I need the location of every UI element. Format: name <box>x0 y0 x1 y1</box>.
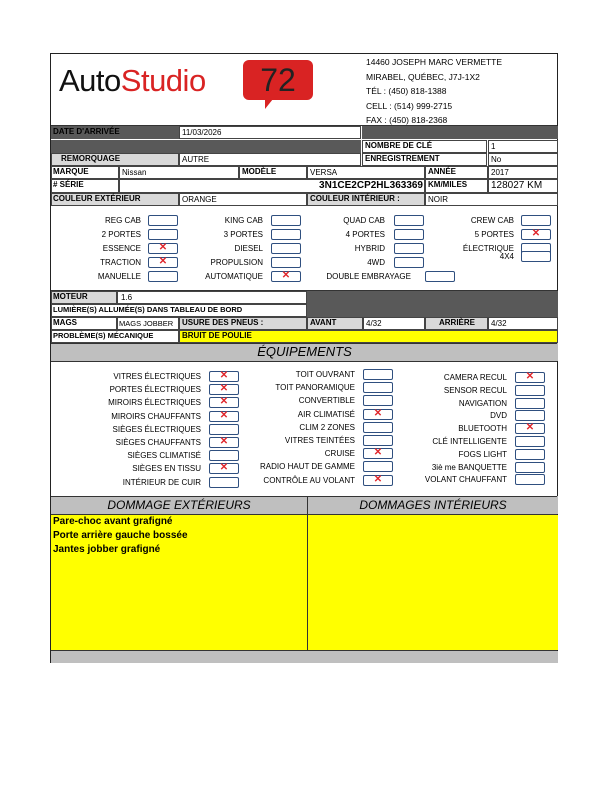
year-label: ANNÉE <box>428 167 457 176</box>
checkbox-vitres-teintees[interactable] <box>363 435 393 446</box>
checkbox-3ie-me-banquette[interactable] <box>515 462 545 473</box>
mags-value: MAGS JOBBER <box>119 319 174 328</box>
front-tire-label: AVANT <box>310 318 337 327</box>
arrival-date-label: DATE D'ARRIVÉE <box>53 127 120 136</box>
checkbox-vitres-electriques[interactable] <box>209 371 239 382</box>
checkbox-toit-panoramique[interactable] <box>363 382 393 393</box>
x-mark-icon: ✕ <box>219 410 229 421</box>
checkbox-king-cab[interactable] <box>271 215 301 226</box>
logo-number: 72 <box>260 62 296 98</box>
checkbox-reg-cab[interactable] <box>148 215 178 226</box>
checkbox-sieges-chauffants[interactable] <box>209 437 239 448</box>
checkbox-label-essence: ESSENCE <box>102 244 141 253</box>
checkbox-fogs-light[interactable] <box>515 449 545 460</box>
checkbox-navigation[interactable] <box>515 398 545 409</box>
checkbox-label-4x4: 4X4 <box>499 252 514 261</box>
arrival-date-value: 11/03/2026 <box>182 128 222 137</box>
speech-bubble-icon <box>243 60 313 100</box>
checkbox-label-4-portes: 4 PORTES <box>345 230 385 239</box>
logo-auto: Auto <box>59 63 121 98</box>
x-mark-icon: ✕ <box>219 436 229 447</box>
int-color-label: COULEUR INTÉRIEUR : <box>310 194 400 203</box>
interior-damage-title: DOMMAGES INTÉRIEURS <box>359 498 507 512</box>
checkbox-sieges-en-tissu[interactable] <box>209 463 239 474</box>
exterior-damage-line: Porte arrière gauche bossée <box>53 530 188 541</box>
checkbox-label-miroirs-chauffants: MIROIRS CHAUFFANTS <box>111 412 201 421</box>
checkbox-interieur-de-cuir[interactable] <box>209 477 239 488</box>
logo <box>59 64 206 98</box>
checkbox-label-hybrid: HYBRID <box>354 244 385 253</box>
interior-damage-area[interactable] <box>308 515 558 650</box>
checkbox-2-portes[interactable] <box>148 229 178 240</box>
checkbox-4wd[interactable] <box>394 257 424 268</box>
inspection-form <box>50 53 558 663</box>
checkbox-label-convertible: CONVERTIBLE <box>298 396 355 405</box>
make-label: MARQUE <box>53 167 89 176</box>
logo-studio: Studio <box>120 63 206 98</box>
checkbox-cruise[interactable] <box>363 448 393 459</box>
x-mark-icon: ✕ <box>219 383 229 394</box>
km-label: KM/MILES <box>428 180 468 189</box>
checkbox-miroirs-chauffants[interactable] <box>209 411 239 422</box>
checkbox-label-quad-cab: QUAD CAB <box>343 216 385 225</box>
km-value: 128027 KM <box>491 180 543 191</box>
checkbox-label-electrique: ÉLECTRIQUE <box>462 244 514 253</box>
checkbox-camera-recul[interactable] <box>515 372 545 383</box>
checkbox-sieges-climatise[interactable] <box>209 450 239 461</box>
checkbox-propulsion[interactable] <box>271 257 301 268</box>
checkbox-label-navigation: NAVIGATION <box>458 399 507 408</box>
rear-tire-value: 4/32 <box>491 319 507 328</box>
checkbox-sensor-recul[interactable] <box>515 385 545 396</box>
checkbox-miroirs-electriques[interactable] <box>209 397 239 408</box>
x-mark-icon: ✕ <box>373 408 383 419</box>
checkbox-hybrid[interactable] <box>394 243 424 254</box>
mech-value: BRUIT DE POULIE <box>182 331 252 340</box>
checkbox-label-dvd: DVD <box>490 411 507 420</box>
lights-label: LUMIÈRE(S) ALLUMÉE(S) DANS TABLEAU DE BORD <box>53 305 243 314</box>
tires-label: USURE DES PNEUS : <box>182 318 264 327</box>
checkbox-label-miroirs-electriques: MIROIRS ÉLECTRIQUES <box>108 398 201 407</box>
checkbox-label-cle-intelligente: CLÉ INTELLIGENTE <box>432 437 507 446</box>
checkbox-label-vitres-electriques: VITRES ÉLECTRIQUES <box>113 372 201 381</box>
x-mark-icon: ✕ <box>158 256 168 267</box>
checkbox-label-sieges-climatise: SIÈGES CLIMATISÉ <box>127 451 201 460</box>
registration-label: ENREGISTREMENT <box>365 154 440 163</box>
checkbox-label-manuelle: MANUELLE <box>97 272 141 281</box>
mech-label: PROBLÈME(S) MÉCANIQUE <box>53 331 154 340</box>
checkbox-quad-cab[interactable] <box>394 215 424 226</box>
serial-value: 3N1CE2CP2HL363369 <box>319 180 423 191</box>
x-mark-icon: ✕ <box>525 371 535 382</box>
exterior-damage-line: Jantes jobber grafigné <box>53 544 161 555</box>
exterior-damage-line: Pare-choc avant grafigné <box>53 516 173 527</box>
checkbox-label-toit-ouvrant: TOIT OUVRANT <box>295 370 355 379</box>
checkbox-label-4wd: 4WD <box>367 258 385 267</box>
fax-line: FAX : (450) 818-2368 <box>366 115 448 125</box>
checkbox-label-double-embrayage: DOUBLE EMBRAYAGE <box>326 272 411 281</box>
model-label: MODÈLE <box>242 167 277 176</box>
checkbox-label-automatique: AUTOMATIQUE <box>205 272 263 281</box>
checkbox-label-air-climatise: AIR CLIMATISÉ <box>297 410 355 419</box>
checkbox-label-5-portes: 5 PORTES <box>474 230 514 239</box>
checkbox-convertible[interactable] <box>363 395 393 406</box>
x-mark-icon: ✕ <box>531 228 541 239</box>
checkbox-label-sieges-en-tissu: SIÈGES EN TISSU <box>132 464 201 473</box>
front-tire-value: 4/32 <box>366 319 382 328</box>
mags-label: MAGS <box>53 318 77 327</box>
x-mark-icon: ✕ <box>373 474 383 485</box>
checkbox-label-sieges-electriques: SIÈGES ÉLECTRIQUES <box>112 425 201 434</box>
checkbox-label-diesel: DIESEL <box>234 244 263 253</box>
motor-label: MOTEUR <box>53 292 88 301</box>
checkbox-3-portes[interactable] <box>271 229 301 240</box>
checkbox-label-bluetooth: BLUETOOTH <box>458 424 507 433</box>
checkbox-label-cruise: CRUISE <box>324 449 355 458</box>
checkbox-label-radio-haut-de-gamme: RADIO HAUT DE GAMME <box>260 462 355 471</box>
checkbox-label-camera-recul: CAMERA RECUL <box>443 373 507 382</box>
x-mark-icon: ✕ <box>219 396 229 407</box>
checkbox-double-embrayage[interactable] <box>425 271 455 282</box>
checkbox-label-sieges-chauffants: SIÈGES CHAUFFANTS <box>115 438 201 447</box>
address-line: MIRABEL, QUÉBEC, J7J-1X2 <box>366 71 480 82</box>
checkbox-5-portes[interactable] <box>521 229 551 240</box>
make-value: Nissan <box>122 168 147 177</box>
checkbox-diesel[interactable] <box>271 243 301 254</box>
checkbox-label-reg-cab: REG CAB <box>104 216 141 225</box>
checkbox-cle-intelligente[interactable] <box>515 436 545 447</box>
checkbox-label-volant-chauffant: VOLANT CHAUFFANT <box>424 475 507 484</box>
checkbox-4-portes[interactable] <box>394 229 424 240</box>
trailer-label: REMORQUAGE <box>61 154 121 163</box>
checkbox-automatique[interactable] <box>271 271 301 282</box>
int-color-value: NOIR <box>428 195 448 204</box>
checkbox-crew-cab[interactable] <box>521 215 551 226</box>
checkbox-label-crew-cab: CREW CAB <box>470 216 514 225</box>
checkbox-label-sensor-recul: SENSOR RECUL <box>443 386 507 395</box>
ext-color-label: COULEUR EXTÉRIEUR <box>53 194 141 203</box>
x-mark-icon: ✕ <box>525 422 535 433</box>
x-mark-icon: ✕ <box>219 370 229 381</box>
exterior-damage-title: DOMMAGE EXTÉRIEURS <box>107 498 251 512</box>
phone-line: TÉL : (450) 818-1388 <box>366 86 447 96</box>
checkbox-toit-ouvrant[interactable] <box>363 369 393 380</box>
checkbox-label-toit-panoramique: TOIT PANORAMIQUE <box>275 383 355 392</box>
checkbox-label-king-cab: KING CAB <box>224 216 263 225</box>
motor-value: 1.6 <box>121 293 133 302</box>
x-mark-icon: ✕ <box>219 462 229 473</box>
checkbox-sieges-electriques[interactable] <box>209 424 239 435</box>
x-mark-icon: ✕ <box>158 242 168 253</box>
checkbox-essence[interactable] <box>148 243 178 254</box>
checkbox-clim-2-zones[interactable] <box>363 422 393 433</box>
keys-label: NOMBRE DE CLÉ <box>365 141 433 150</box>
x-mark-icon: ✕ <box>281 270 291 281</box>
model-value: VERSA <box>310 168 338 177</box>
cell-line: CELL : (514) 999-2715 <box>366 100 453 111</box>
checkbox-label-traction: TRACTION <box>100 258 141 267</box>
address-line: 14460 JOSEPH MARC VERMETTE <box>366 57 503 67</box>
rear-tire-label: ARRIÈRE <box>439 318 476 327</box>
checkbox-label-3ie-me-banquette: 3iè me BANQUETTE <box>431 463 507 472</box>
checkbox-label-interieur-de-cuir: INTÉRIEUR DE CUIR <box>122 478 201 487</box>
checkbox-label-controle-au-volant: CONTRÔLE AU VOLANT <box>263 476 355 485</box>
equipment-title: ÉQUIPEMENTS <box>257 344 352 359</box>
checkbox-volant-chauffant[interactable] <box>515 474 545 485</box>
checkbox-air-climatise[interactable] <box>363 409 393 420</box>
registration-value: No <box>491 155 502 164</box>
checkbox-dvd[interactable] <box>515 410 545 421</box>
checkbox-label-fogs-light: FOGS LIGHT <box>458 450 507 459</box>
checkbox-label-clim-2-zones: CLIM 2 ZONES <box>299 423 355 432</box>
company-address <box>366 55 502 128</box>
checkbox-portes-electriques[interactable] <box>209 384 239 395</box>
checkbox-label-propulsion: PROPULSION <box>210 258 263 267</box>
serial-label: # SÉRIE <box>53 180 84 189</box>
checkbox-label-2-portes: 2 PORTES <box>101 230 141 239</box>
checkbox-manuelle[interactable] <box>148 271 178 282</box>
checkbox-radio-haut-de-gamme[interactable] <box>363 461 393 472</box>
checkbox-label-portes-electriques: PORTES ÉLECTRIQUES <box>109 385 201 394</box>
footer-bar <box>51 651 558 663</box>
checkbox-controle-au-volant[interactable] <box>363 475 393 486</box>
checkbox-traction[interactable] <box>148 257 178 268</box>
checkbox-bluetooth[interactable] <box>515 423 545 434</box>
keys-value: 1 <box>491 142 496 151</box>
checkbox-label-vitres-teintees: VITRES TEINTÉES <box>284 436 355 445</box>
year-value: 2017 <box>491 168 509 177</box>
checkbox-label-3-portes: 3 PORTES <box>223 230 263 239</box>
trailer-value: AUTRE <box>182 155 210 164</box>
ext-color-value: ORANGE <box>182 195 217 204</box>
checkbox-4x4[interactable] <box>521 251 551 262</box>
x-mark-icon: ✕ <box>373 447 383 458</box>
